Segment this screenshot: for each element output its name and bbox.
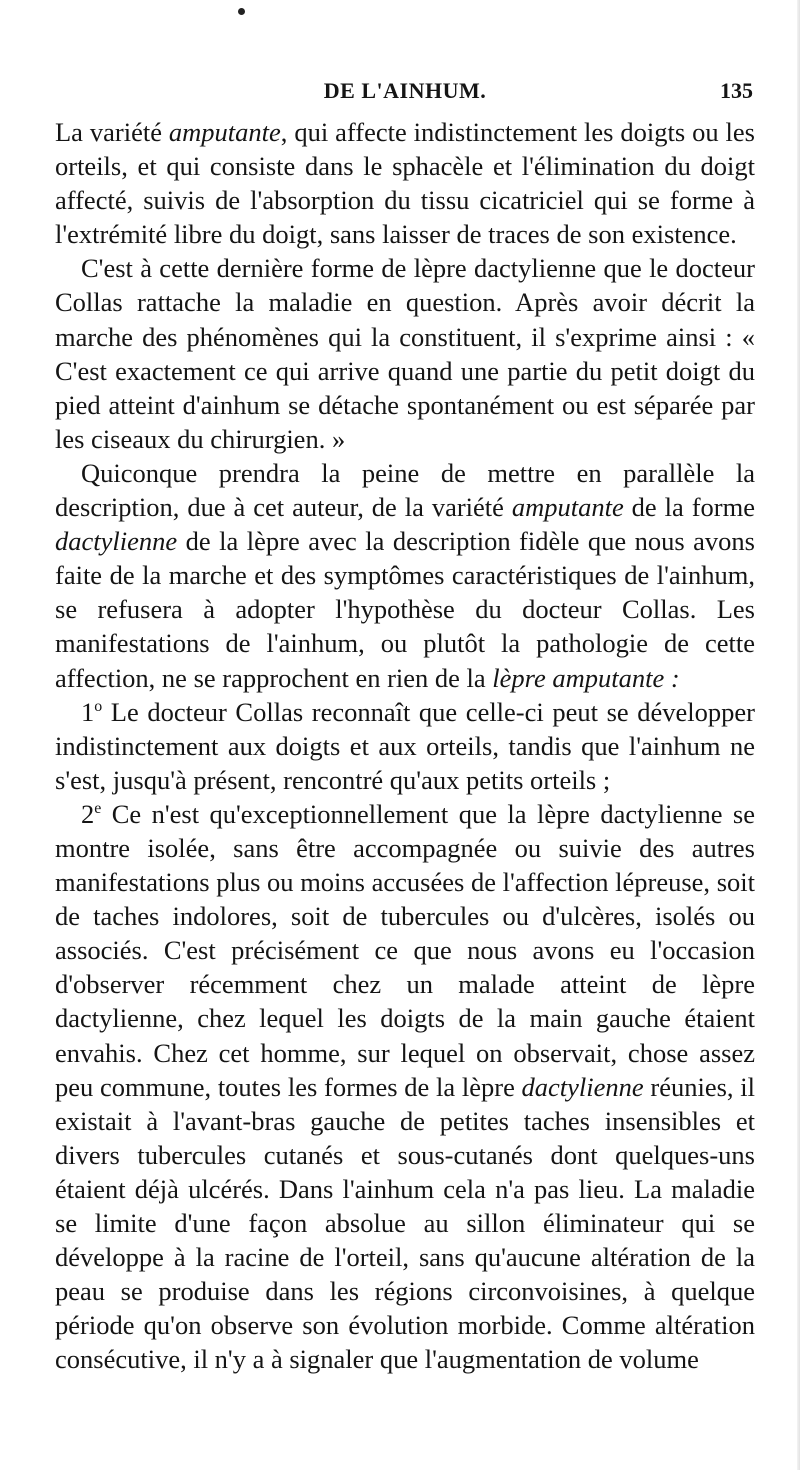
running-title: DE L'AINHUM. bbox=[323, 78, 487, 103]
page-header bbox=[55, 78, 755, 114]
text-run: La variété bbox=[55, 117, 169, 147]
text-run: de la forme bbox=[623, 492, 755, 523]
paragraph-p5 bbox=[55, 797, 755, 1377]
paragraph-p4 bbox=[55, 695, 755, 797]
paragraph-p2 bbox=[55, 251, 755, 456]
italic-text: amputante bbox=[168, 117, 281, 147]
paragraph-p1 bbox=[55, 115, 755, 251]
ink-speck bbox=[238, 8, 245, 15]
body-text bbox=[55, 115, 755, 1376]
page-number: 135 bbox=[720, 78, 753, 103]
italic-text: dactylienne bbox=[521, 1071, 644, 1102]
text-run: 2 bbox=[81, 798, 95, 829]
text-run: réunies, il existait à l'avant-bras gauche de petites taches insensibles et divers tubercules cutanés et sous-cutanés dont quelques-uns étaient déjà ulcérés. Dans l'ainhum cela n'a pas lieu. La maladie se limite d'une façon absolue au sillon éliminateur qui se développe à la racine de l'orteil, sans qu'aucune altération de la peau se produise dans les régions circonvoisines, à quelque période qu'on observe son évolution morbide. Comme altération consécutive, il n'y a à signaler que l'augmentation de volume bbox=[55, 1071, 755, 1375]
text-run: , qui affecte indistinctement les doigts ou les orteils, et qui consiste dans le sphacèle et l'élimination du doigt affecté, suivis de l'absorption du tissu cicatriciel qui se forme à l'extrémité libre du doigt, sans laisser de traces de son existence. bbox=[55, 117, 755, 250]
text-run: Ce n'est qu'exceptionnellement que la lèpre dactylienne se montre isolée, sans être accompagnée ou suivie des autres manifestations plus ou moins accusées de l'affection lépreuse, soit de taches indolores, soit de tubercules ou d'ulcères, isolés ou associés. C'est précisément ce que nous avons eu l'occasion d'observer récemment chez un malade atteint de lèpre dactylienne, chez lequel les doigts de la main gauche étaient envahis. Chez cet homme, sur lequel on observait, chose assez peu commune, toutes les formes de la lèpre bbox=[55, 798, 755, 1102]
italic-text: lèpre amputante : bbox=[492, 662, 680, 693]
italic-text: dactylienne bbox=[55, 526, 178, 557]
superscript: e bbox=[94, 800, 102, 818]
paragraph-p3 bbox=[55, 456, 755, 695]
text-run: de la lèpre avec la description fidèle que nous avons faite de la marche et des symptômes caractéristiques de l'ainhum, se refusera à adopter l'hypothèse du docteur Collas. Les manifestations de l'ainhum, ou plutôt la pathologie de cette affection, ne se rapprochent en rien de la bbox=[55, 526, 755, 693]
text-run: Quiconque prendra la peine de mettre en parallèle la description, due à cet auteur, de la variété bbox=[55, 457, 755, 523]
italic-text: amputante bbox=[511, 492, 624, 523]
text-run: Le docteur Collas reconnaît que celle-ci peut se développer indistinctement aux doigts et aux orteils, tandis que l'ainhum ne s'est, jusqu'à présent, rencontré qu'aux petits orteils ; bbox=[55, 696, 755, 795]
text-run: 1 bbox=[81, 696, 95, 727]
text-run: C'est à cette dernière forme de lèpre dactylienne que le docteur Collas rattache la maladie en question. Après avoir décrit la marche des phénomènes qui la constituent, il s'exprime ainsi : « C'est exactement ce qui arrive quand une partie du petit doigt du pied atteint d'ainhum se détache spontanément ou est séparée par les ciseaux du chirurgien. » bbox=[55, 253, 755, 454]
superscript: o bbox=[94, 697, 103, 715]
